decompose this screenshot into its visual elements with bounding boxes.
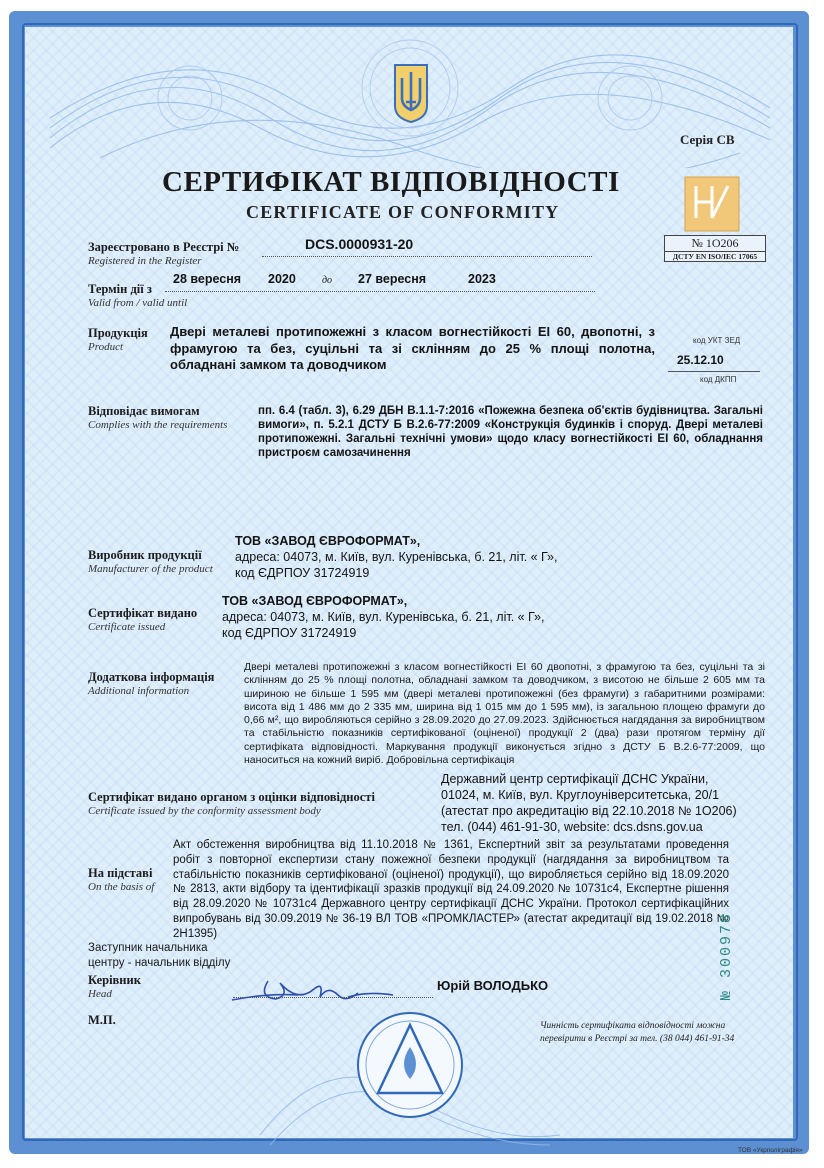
valid-to-day: 27 вересня <box>358 272 427 286</box>
valid-from-day: 28 вересня <box>173 272 242 286</box>
manufacturer-name: ТОВ «ЗАВОД ЄВРОФОРМАТ», <box>235 534 421 548</box>
title-en: CERTIFICATE OF CONFORMITY <box>246 202 560 222</box>
issued-by-label: Сертифікат видано органом з оцінки відповідності <box>88 790 375 804</box>
issued-name: ТОВ «ЗАВОД ЄВРОФОРМАТ», <box>222 594 408 608</box>
rule-validity <box>165 291 595 292</box>
printer-label: ТОВ «Укрполіграфія» <box>738 1147 803 1154</box>
validity-label-en: Valid from / valid until <box>88 297 188 309</box>
accreditation-standard: ДСТУ EN ISO/IEC 17065 <box>665 251 765 261</box>
trident-emblem <box>392 62 430 124</box>
valid-to-word: до <box>322 275 333 286</box>
rule-code <box>668 371 760 372</box>
issued-code: код ЄДРПОУ 31724919 <box>222 626 357 640</box>
title-ua: СЕРТИФІКАТ ВІДПОВІДНОСТІ <box>162 166 620 198</box>
certification-mark-icon <box>684 176 740 232</box>
accreditation-number: № 1О206 <box>691 236 739 250</box>
issued-by-label-en: Certificate issued by the conformity assessment body <box>88 805 321 817</box>
issued-address: адреса: 04073, м. Київ, вул. Куренівська, б. 21, літ. « Г», <box>222 610 545 624</box>
rule-registered <box>262 256 592 257</box>
issuer-accreditation: (атестат про акредитацію від 22.10.2018 № 1О206) <box>441 804 737 818</box>
issued-label: Сертифікат видано <box>88 606 198 620</box>
manufacturer-code: код ЄДРПОУ 31724919 <box>235 566 370 580</box>
code-label-bottom: код ДКПП <box>700 375 737 384</box>
signer-name: Юрій ВОЛОДЬКО <box>437 978 549 993</box>
code-label-top: код УКТ ЗЕД <box>693 336 741 345</box>
complies-label-en: Complies with the requirements <box>88 419 228 431</box>
verify-line2: перевірити в Реєстрі за тел. (38 044) 461-91-34 <box>540 1034 735 1044</box>
complies-text: пп. 6.4 (табл. 3), 6.29 ДБН В.1.1-7:2016 «Пожежна безпека об'єктів будівництва. Загальні вимоги», п. 5.2.1 ДСТУ Б В.2.6-77:2009 «Конструкція будинків і споруд. Двері металеві протипожежні. Загальні технічні умови» щодо класу вогнестійкості ЕІ 60, обладнання пристроєм самозачинення <box>258 405 763 459</box>
registered-label-en: Registered in the Register <box>88 255 202 267</box>
head-label-en: Head <box>88 988 112 1000</box>
product-label: Продукція <box>88 326 148 340</box>
guilloche-ornament-bottom <box>250 985 570 1155</box>
valid-to-year: 2023 <box>468 272 496 286</box>
issuer-contacts: тел. (044) 461-91-30, website: dcs.dsns.gov.ua <box>441 820 703 834</box>
signer-position-line1: Заступник начальника <box>88 942 208 954</box>
serial-number: № 300978 <box>718 911 735 1000</box>
issuer-address: 01024, м. Київ, вул. Круглоуніверситетська, 20/1 <box>441 788 720 802</box>
valid-from-year: 2020 <box>268 272 296 286</box>
series-label: Серія СВ <box>680 132 735 147</box>
manufacturer-label-en: Manufacturer of the product <box>88 563 213 575</box>
basis-text: Акт обстеження виробництва від 11.10.2018 № 1361, Експертний звіт за результатами проведення робіт з повторної експертизи стану пожежної безпеки продукції (нагдядання за виробництвом та стабільністю показників сертифікованої (оціненої) продукції), що виробляється серійно від 18.09.2020 № 2813, акти відбору та ідентифікації зразків продукції від 24.09.2020 № 10731с4, Експертне рішення від 28.09.2020 № 10731с4 Державного центру сертифікації ДСНС України. Протокол сертифікаційних випробувань від 30.09.2019 № 36-19 ВЛ ТОВ «ПРОМКЛАСТЕР» (атестат акредитації від 19.02.2018 № 2Н1395) <box>173 839 729 940</box>
basis-label-en: On the basis of <box>88 881 155 893</box>
stamp-label: М.П. <box>88 1013 116 1027</box>
product-description: Двері металеві протипожежні з класом вогнестійкості ЕІ 60, двопотні, з фрамугою та без, суцільні та зі склінням до 25 % площі полотна, обладнані замком та доводчиком <box>170 324 655 372</box>
registry-number: DCS.0000931-20 <box>305 236 414 252</box>
product-code: 25.12.10 <box>677 353 724 367</box>
accreditation-badge <box>664 235 766 262</box>
additional-text: Двері металеві протипожежні з класом вогнестійкості ЕІ 60 двопотні, з фрамугою та без, суцільні та зі склінням до 25 % площі полотна, обладнані замком та доводчиком, з висотою не більше 2 605 мм та шириною не більше 1 595 мм (двері металеві протипожежні (без фрамуги) з габаритними розмірами: висота від 1 486 мм до 2 335 мм, ширина від 1 015 мм до 1 595 мм), із загальною площею фрамуги до 0,66 м², що виробляються серійно з 28.09.2020 до 27.09.2023. Здійснюється нагдядання за виробництвом та стабільністю показників сертифікованої (оціненої) продукції 2 (два) рази протягом терміну дії сертифіката відповідності. Маркування продукції виконується згідно з ДСТУ Б В.2.6-77:2009, що наноситься на кожний виріб. Добровільна сертифікація <box>244 661 765 767</box>
manufacturer-label: Виробник продукції <box>88 548 202 562</box>
additional-label: Додаткова інформація <box>88 670 215 684</box>
basis-label: На підставі <box>88 866 153 880</box>
issuer-name: Державний центр сертифікації ДСНС України, <box>441 772 709 786</box>
complies-label: Відповідає вимогам <box>88 404 200 418</box>
signer-position-line2: центру - начальник відділу <box>88 957 231 969</box>
verify-line1: Чинність сертифіката відповідності можна <box>540 1021 726 1031</box>
validity-label: Термін дії з <box>88 282 152 296</box>
product-label-en: Product <box>88 341 124 353</box>
head-label: Керівник <box>88 973 141 987</box>
issued-label-en: Certificate issued <box>88 621 166 633</box>
manufacturer-address: адреса: 04073, м. Київ, вул. Куренівська, б. 21, літ. « Г», <box>235 550 558 564</box>
additional-label-en: Additional information <box>88 685 190 697</box>
registered-label: Зареєстровано в Реєстрі № <box>88 240 240 254</box>
